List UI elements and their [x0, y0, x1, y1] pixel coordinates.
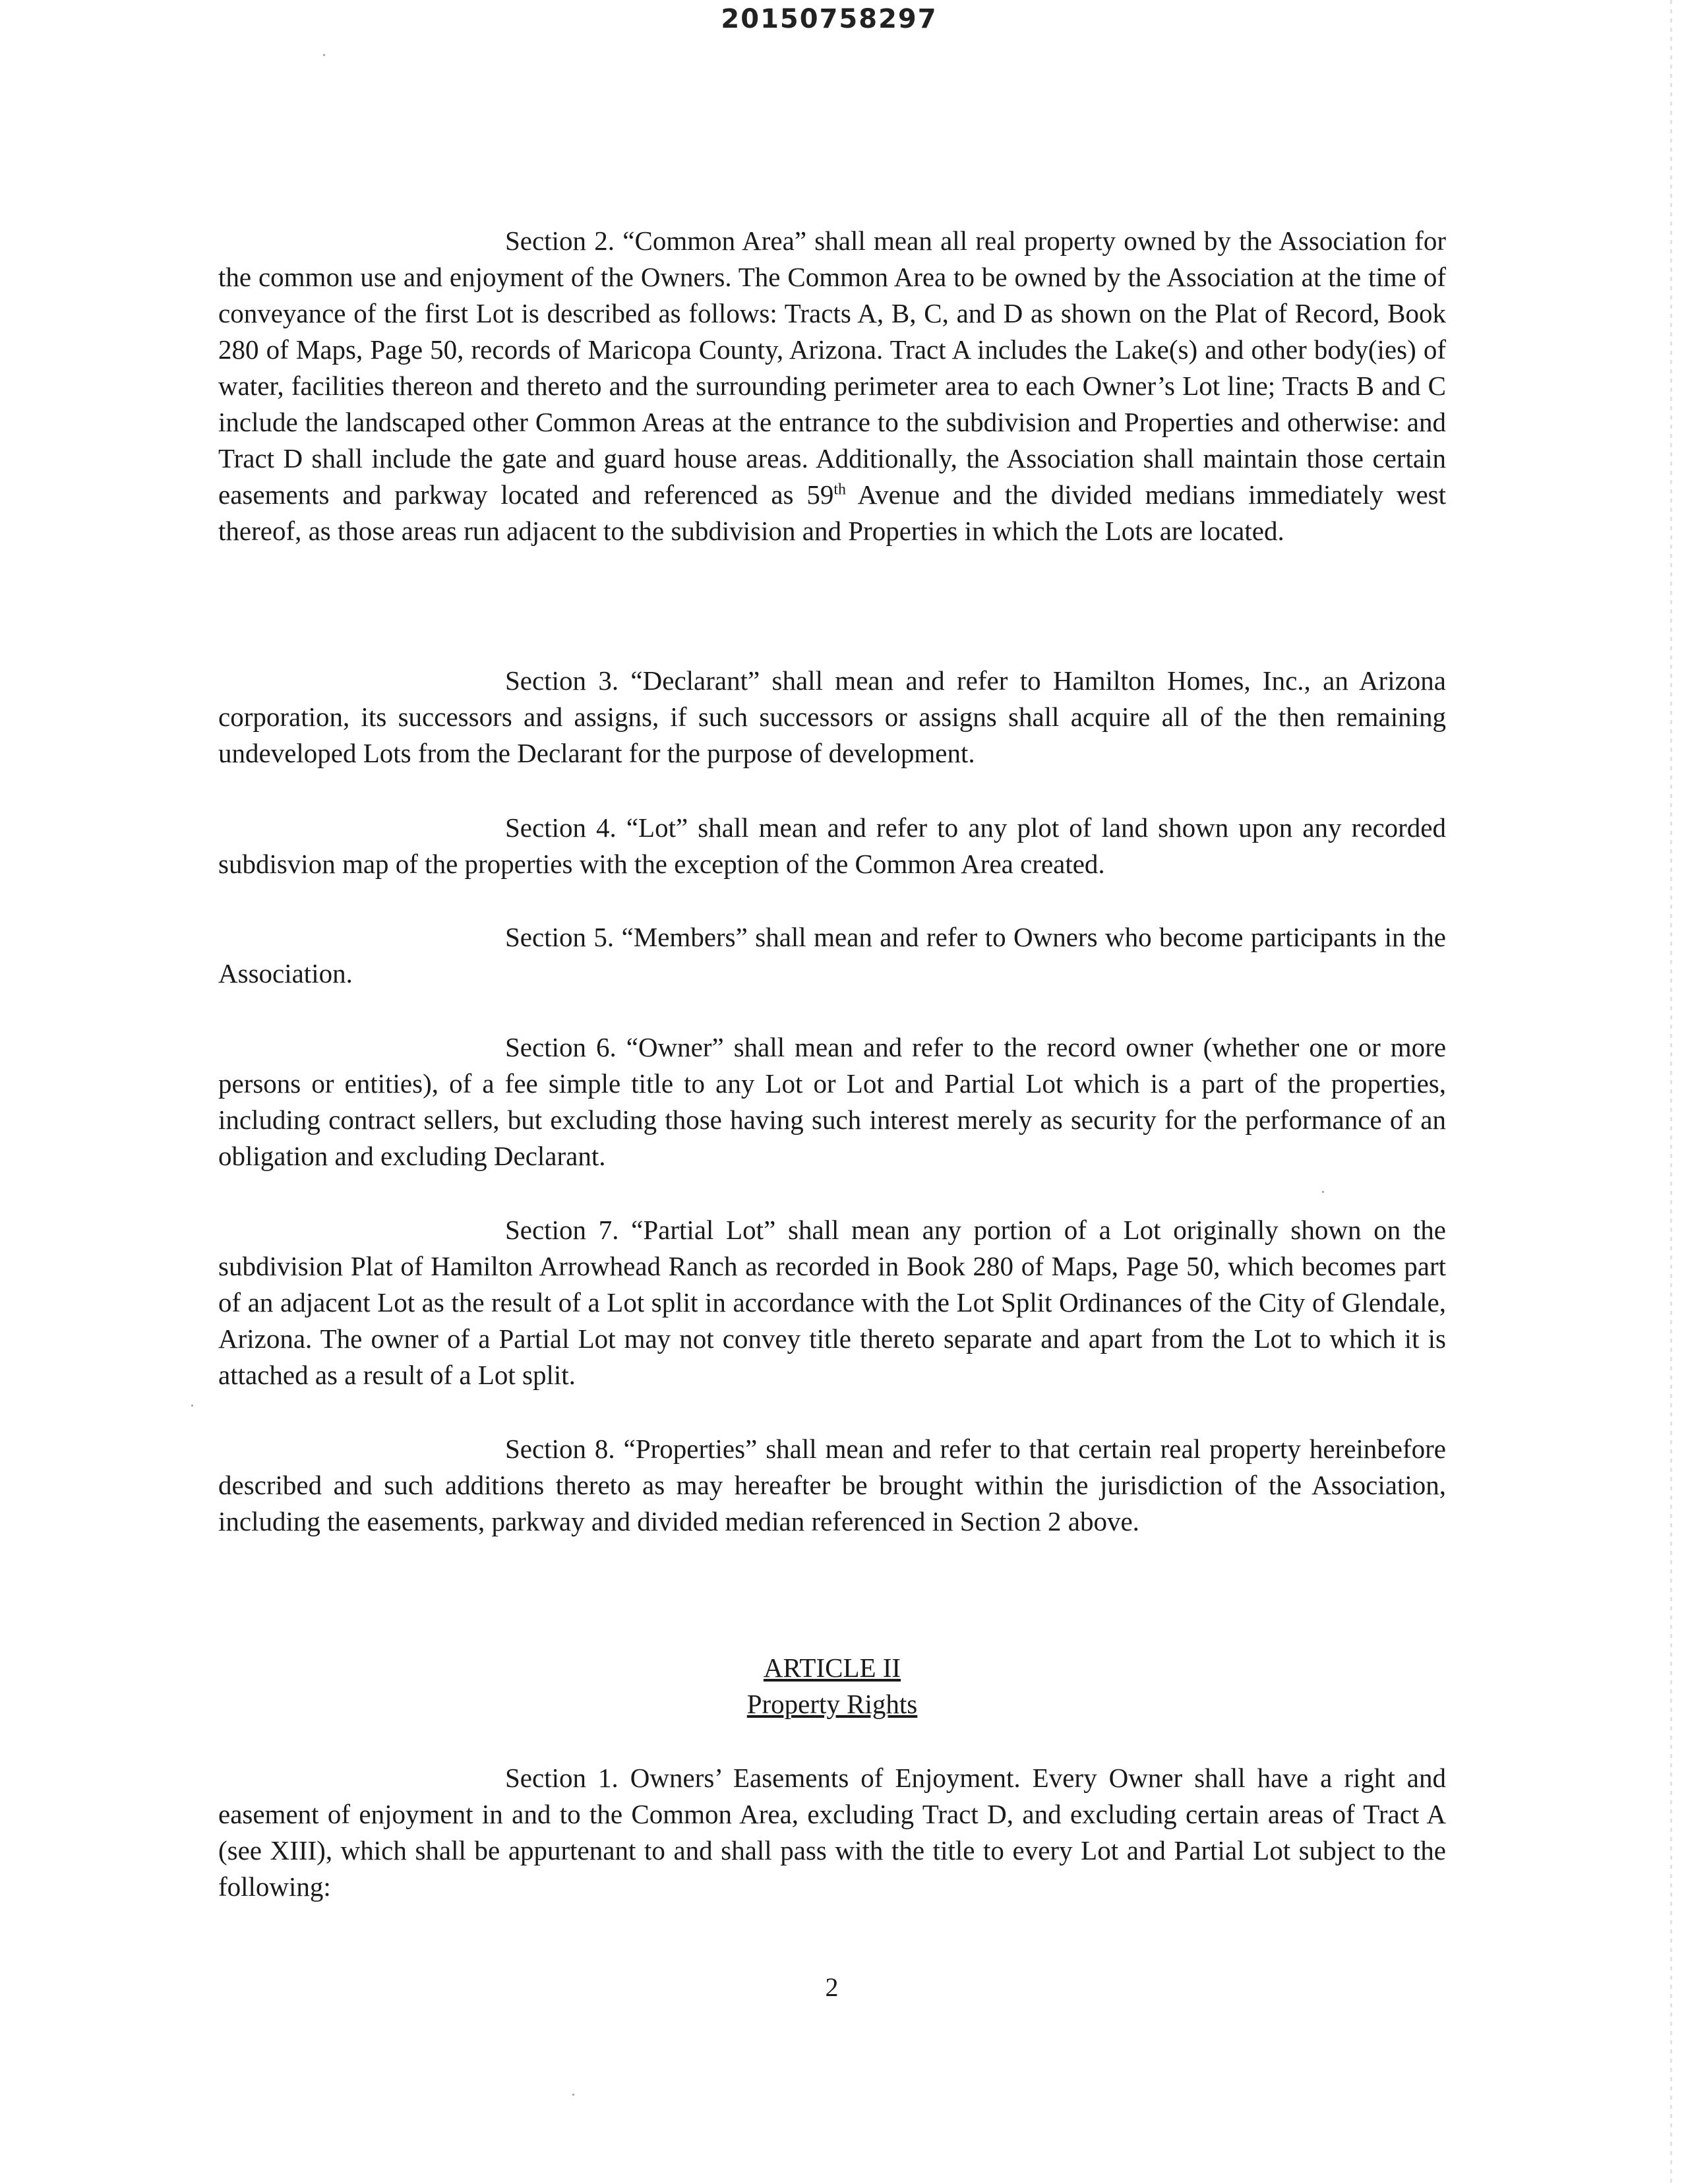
section-2-lead: Section 2. “Common Area” shall mean all real property owned by the: [505, 226, 1273, 256]
article-2-section-1-lead: Section 1. Owners’ Easements of Enjoyment. Every Owner shall have a: [505, 1763, 1333, 1793]
article-title-heading: Property Rights: [746, 1689, 918, 1719]
scan-speck: [191, 1405, 193, 1407]
document-number: 20150758297: [721, 4, 938, 34]
article-2-section-1-body: right and easement of enjoyment in and to the Common Area, excluding Tract D, and excluding certain areas of Tract A (see XIII), which shall be appurtenant to and shall pass with the title to every Lot and Partial Lot subject to the following:: [218, 1763, 1446, 1902]
section-6-body: one or more persons or entities), of a fee simple title to any Lot or Lot and Partial Lot which is a part of the properties, including contract sellers, but excluding those having such interest merely as security for the performance of an obligation and excluding Declarant.: [218, 1032, 1447, 1171]
section-8-paragraph: [218, 1431, 1446, 1540]
scan-edge-artifact: [1670, 0, 1672, 2184]
section-7-body: on the subdivision Plat of Hamilton Arrowhead Ranch as recorded in Book 280 of Maps, Page 50, which becomes part of an adjacent Lot as the result of a Lot split in accordance with the Lot Split Ordinances of the City of Glendale, Arizona. The owner of a Partial Lot may not convey title thereto separate and apart from the Lot to which it is attached as a result of a Lot split.: [218, 1215, 1447, 1390]
article-2-section-1-paragraph: [218, 1760, 1446, 1905]
scan-speck: [572, 2094, 574, 2096]
section-2-paragraph: [218, 223, 1446, 549]
section-6-paragraph: [218, 1029, 1446, 1174]
section-5-lead: Section 5. “Members” shall mean and refer to Owners who become: [505, 922, 1244, 952]
section-2-body: Association for the common use and enjoyment of the Owners. The Common Area to be owned by the Association at the time of conveyance of the first Lot is described as follows: Tracts A, B, C, and D as shown on the Plat of Record, Book 280 of Maps, Page 50, records of Maricopa County, Arizona. Tract A includes the Lake(s) and other body(ies) of water, facilities thereon and thereto and the surrounding perimeter area to each Owner’s Lot line; Tracts B and C include the landscaped other Common Areas at the entrance to the subdivision and Properties and otherwise: and Tract D shall include the gate and guard house areas. Additionally, the Association shall maintain those certain easements and parkway located and referenced as 59: [218, 226, 1446, 510]
section-4-lead: Section 4. “Lot” shall mean and refer to any plot of land shown upon any: [505, 812, 1342, 843]
section-8-body: hereinbefore described and such additions thereto as may hereafter be brought within the jurisdiction of the Association, including the easements, parkway and divided median referenced in Section 2 above.: [218, 1434, 1447, 1536]
section-3-body: Arizona corporation, its successors and assigns, if such successors or assigns shall acquire all of the then remaining undeveloped Lots from the Declarant for the purpose of development.: [218, 665, 1446, 768]
scan-speck: [323, 54, 325, 56]
ordinal-suffix: th: [833, 481, 846, 499]
article-number-heading: ARTICLE II: [763, 1653, 901, 1683]
section-5-paragraph: [218, 919, 1446, 992]
section-3-lead: Section 3. “Declarant” shall mean and refer to Hamilton Homes, Inc., an: [505, 665, 1348, 696]
section-4-paragraph: [218, 810, 1446, 882]
section-7-paragraph: [218, 1212, 1446, 1393]
section-4-body: recorded subdisvion map of the properties with the exception of the Common Area created.: [218, 812, 1446, 879]
section-3-paragraph: [218, 663, 1446, 772]
section-2-body-end: Avenue and the divided medians immediately west thereof, as those areas run adjacent to the subdivision and Properties in which the Lots are located.: [218, 479, 1446, 546]
scan-speck: [1322, 1191, 1324, 1193]
section-5-body: participants in the Association.: [218, 922, 1446, 988]
section-7-lead: Section 7. “Partial Lot” shall mean any portion of a Lot originally shown: [505, 1215, 1362, 1245]
section-8-lead: Section 8. “Properties” shall mean and refer to that certain real property: [505, 1434, 1301, 1464]
page-number: 2: [825, 1972, 839, 2002]
section-6-lead: Section 6. “Owner” shall mean and refer to the record owner (whether: [505, 1032, 1300, 1062]
